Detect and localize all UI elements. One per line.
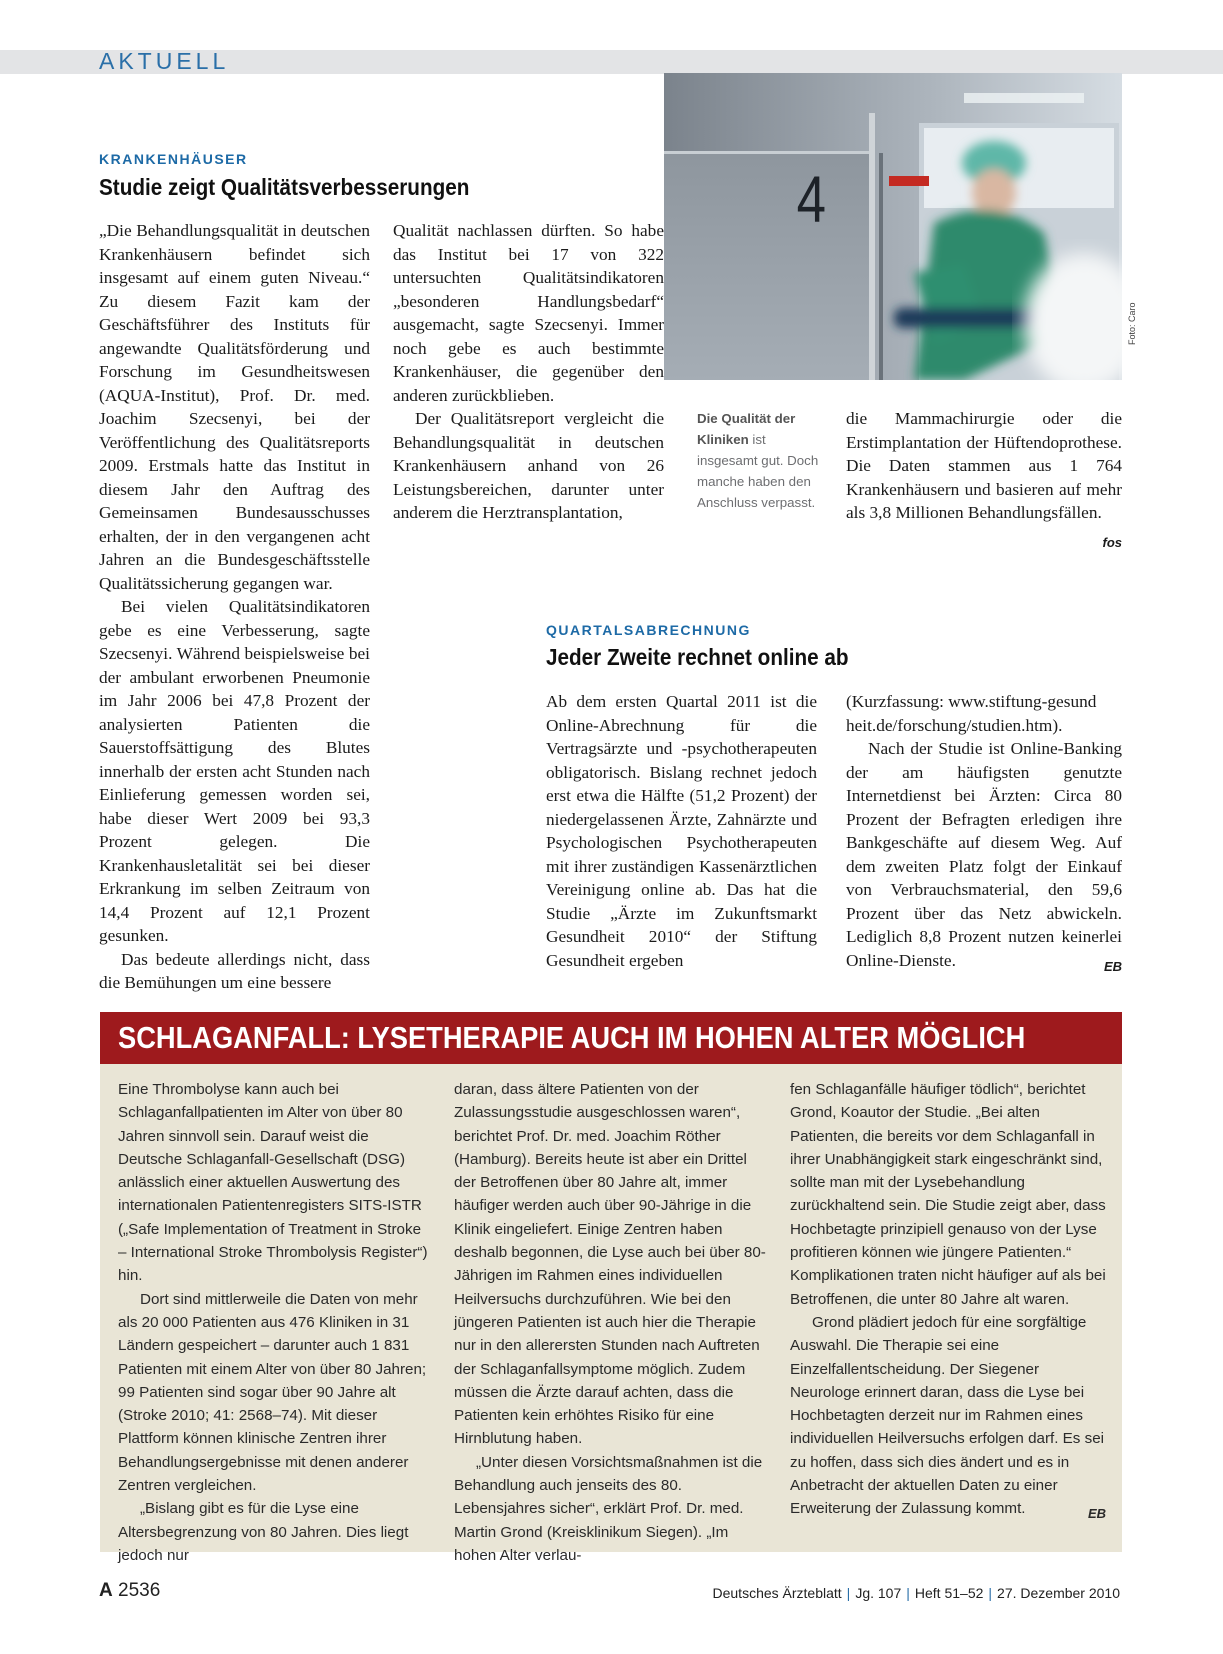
author-signature: fos [1102,534,1122,550]
box-column-2 [454,1078,768,1567]
article1-column-3 [846,407,1122,554]
paragraph: Ab dem ersten Quartal 2011 ist die Online-Abrechnung für die Vertragsärzte und -psychotherapeuten obligatorisch. Bislang rechnet jedoch erst etwa die Hälfte (51,2 Prozent) der niedergelassenen Ärzte, Zahnärzte und Psychologischen Psychotherapeuten mit ihrer zuständigen Kassenärztlichen Vereinigung online ab. Das hat die Studie „Ärzte im Zukunftsmarkt Gesundheit 2010“ der Stiftung Gesundheit ergeben [546,692,817,970]
paragraph: „Unter diesen Vorsichtsmaßnahmen ist die Behandlung auch jenseits des 80. Lebensjahres sicher“, erklärt Prof. Dr. med. Martin Grond (Kreisklinikum Siegen). „Im hohen Alter verlau- [454,1453,763,1564]
caption-text: ist insgesamt gut. Doch manche haben den Anschluss verpasst. [697,432,819,510]
paragraph-text: die Mammachirurgie oder die Erstimplantation der Hüftendoprothese. Die Daten stammen aus 1 764 Krankenhäusern und basieren auf mehr als 3,8 Millionen Behandlungsfällen. [846,409,1122,522]
hospital-corridor-image [664,73,1122,380]
paragraph [790,1311,1106,1521]
separator: | [846,1585,851,1601]
article1-column-2 [393,219,664,525]
article2-column-2 [846,690,1122,978]
photo-credit: Foto: Caro [1127,302,1137,345]
article2-kicker: QUARTALSABRECHNUNG [546,622,751,638]
journal-volume: Jg. 107 [855,1585,902,1601]
paragraph-text: Grond plädiert jedoch für eine sorgfältige Auswahl. Die Therapie sei eine Einzelfallentscheidung. Der Siegener Neurologe erinnert daran, dass die Lyse bei Hochbetagten derzeit nur im Rahmen eines individuellen Heilversuchs erfolgen darf. Es sei zu hoffen, dass sich dies ändert und es in Anbetracht der aktuellen Daten zu einer Erweiterung der Zulassung kommt. [790,1313,1105,1518]
article2-column-1 [546,690,817,972]
article1-headline: Studie zeigt Qualitätsverbesserungen [99,174,470,200]
paragraph: Qualität nachlassen dürften. So habe das Institut bei 17 von 322 untersuchten Qualitätsindikatoren „besonderen Handlungsbedarf“ ausgemacht, sagte Szecsenyi. Immer noch gebe es auch bestimmte Krankenhäuser, die gegenüber den anderen zurückblieben. [393,221,664,405]
paragraph: „Die Behandlungsqualität in deutschen Krankenhäusern befindet sich insgesamt auf einem guten Niveau.“ Zu diesem Fazit kam der Geschäftsführer des Instituts für angewandte Qualitätsförderung und Forschung im Gesundheitswesen (AQUA-Institut), Prof. Dr. med. Joachim Szecsenyi, bei der Veröffentlichung des Qualitätsreports 2009. Erstmals hatte das Institut in diesem Jahr den Auftrag des Gemeinsamen Bundesausschusses erhalten, der in den vergangenen acht Jahren an die Bundesgeschäftsstelle Qualitätssicherung gegangen war. [99,221,370,593]
paragraph: Eine Thrombolyse kann auch bei Schlaganfallpatienten im Alter von über 80 Jahren sinnvoll sein. Darauf weist die Deutsche Schlaganfall-Gesellschaft (DSG) anlässlich einer aktuellen Auswertung des internationalen Patientenregisters SITS-ISTR („Safe Implementation of Treatment in Stroke – International Stroke Thrombolysis Register“) hin. [118,1081,428,1285]
paragraph: „Bislang gibt es für die Lyse eine Altersbegrenzung von 80 Jahren. Dies liegt jedoch nur [118,1500,409,1564]
article2-headline: Jeder Zweite rechnet online ab [546,644,849,670]
info-box-title: SCHLAGANFALL: LYSETHERAPIE AUCH IM HOHEN ALTER MÖGLICH [118,1020,1026,1055]
photo-caption [697,408,827,513]
paragraph: Dort sind mittlerweile die Daten von mehr als 20 000 Patienten aus 476 Kliniken in 31 Ländern gespeichert – darunter auch 1 831 Patienten mit einem Alter von über 80 Jahren; 99 Patienten sind sogar über 90 Jahre alt (Stroke 2010; 41: 2568–74). Mit dieser Plattform können klinische Zentren ihrer Behandlungsergebnisse mit denen anderer Zentren vergleichen. [118,1290,427,1495]
author-signature: EB [1103,958,1122,974]
separator: | [988,1585,993,1601]
paragraph [846,737,1122,972]
journal-date: 27. Dezember 2010 [997,1585,1120,1601]
section-label: AKTUELL [99,48,230,74]
paragraph: fen Schlaganfälle häufiger tödlich“, berichtet Grond, Koautor der Studie. „Bei alten Patienten, die bereits vor dem Schlaganfall in ihrer Unabhängigkeit stark eingeschränkt sind, sollte man mit der Lysebehandlung zurückhaltend sein. Die Studie zeigt aber, dass Hochbetagte prinzipiell genauso von der Lyse profitieren können wie jüngere Patienten.“ Komplikationen traten nicht häufiger auf als bei Betroffenen, die unter 80 Jahre alt waren. [790,1081,1106,1308]
article1-kicker: KRANKENHÄUSER [99,151,248,167]
separator: | [906,1585,910,1601]
page-prefix: A [99,1580,113,1601]
journal-name: Deutsches Ärzteblatt [712,1585,842,1601]
footer-citation [713,1585,1121,1601]
article1-column-1 [99,219,370,995]
paragraph: daran, dass ältere Patienten von der Zulassungsstudie ausgeschlossen waren“, berichtet Prof. Dr. med. Joachim Röther (Hamburg). Bereits heute ist aber ein Drittel der Betroffenen über 80 Jahre alt, immer häufiger werden auch über 90-Jährige in die Klinik eingeliefert. Einige Zentren haben deshalb begonnen, die Lyse auch bei über 80-Jährigen im Rahmen eines individuellen Heilversuchs durchzuführen. Wie bei den jüngeren Patienten ist auch hier die Therapie nur in den allerersten Stunden nach Auftreten der Schlaganfallsymptome möglich. Zudem müssen die Ärzte darauf achten, dass die Patienten kein erhöhtes Risiko für eine Hirnblutung haben. [454,1081,766,1448]
paragraph: Bei vielen Qualitätsindikatoren gebe es eine Verbesserung, sagte Szecsenyi. Während beispielsweise bei der ambulant erworbenen Pneumonie im Jahr 2006 bei 47,8 Prozent der analysierten Patienten die Sauerstoffsättigung des Blutes innerhalb der ersten acht Stunden nach Einlieferung gemessen worden sei, habe dieser Wert 2009 bei 93,3 Prozent gelegen. Die Krankenhausletalität sei bei dieser Erkrankung im selben Zeitraum von 14,4 Prozent auf 12,1 Prozent gesunken. [99,597,370,945]
paragraph: Der Qualitätsreport vergleicht die Behandlungsqualität in deutschen Krankenhäusern anhand von 26 Leistungsbereichen, darunter unter anderem die Herztransplantation, [393,409,664,522]
door-number: 4 [796,162,827,236]
paragraph [846,407,1122,550]
paragraph: Das bedeute allerdings nicht, dass die Bemühungen um eine bessere [99,949,370,992]
hospital-photo [664,73,1122,380]
author-signature: EB [1087,1506,1106,1522]
box-column-3 [790,1078,1106,1526]
box-column-1 [118,1078,428,1567]
page-number-value: 2536 [118,1580,161,1601]
caption-bold: Die Qualität der Kliniken [697,411,796,447]
paragraph-text: Nach der Studie ist Online-Banking der am häufigsten genutzte Internetdienst bei Ärzten: Circa 80 Prozent der Befragten erledigen ihre Bankgeschäfte auf diesem Weg. Auf dem zweiten Platz folgt der Einkauf von Verbrauchsmaterial, den 59,6 Prozent über das Netz abwickeln. Lediglich 8,8 Prozent nutzen keinerlei Online-Dienste. [846,739,1122,970]
page-number [99,1580,160,1602]
paragraph: (Kurzfassung: www.stiftung-gesund heit.de/forschung/studien.htm). [846,692,1097,735]
journal-issue: Heft 51–52 [914,1585,984,1601]
